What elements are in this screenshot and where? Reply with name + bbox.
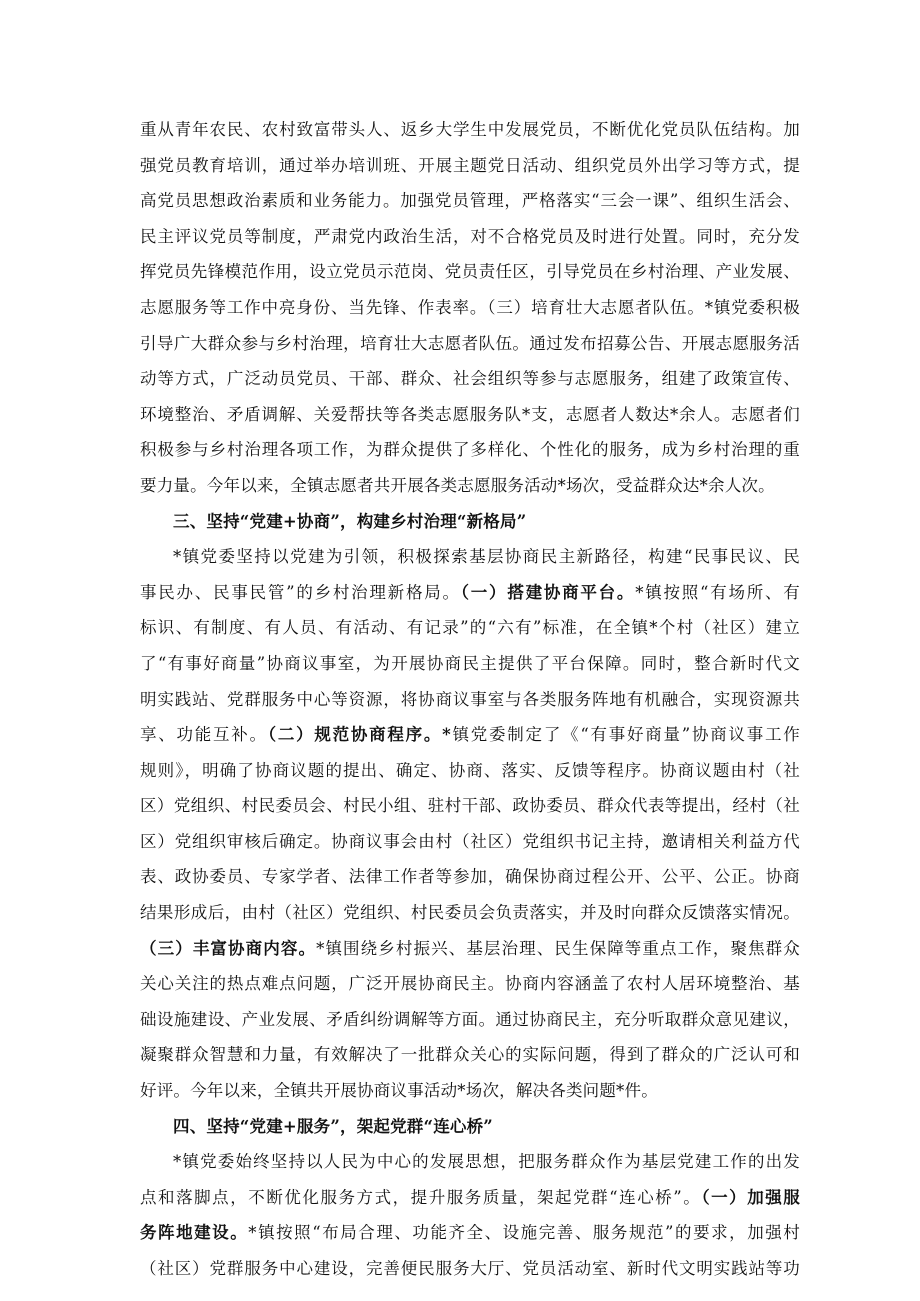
- text-span: *镇围绕乡村振兴、基层治理、民生保障等重点工作，聚焦群众: [316, 938, 800, 958]
- text-span: 点和落脚点，不断优化服务方式，提升服务质量，架起党群“连心桥”。: [140, 1187, 702, 1207]
- text-line: 区）党组织、村民委员会、村民小组、驻村干部、政协委员、群众代表等提出，经村（社: [140, 796, 800, 816]
- text-span: *镇按照“有场所、有: [635, 582, 801, 602]
- section-heading-3: 三、坚持“党建+协商”，构建乡村治理“新格局”: [173, 511, 527, 531]
- text-span: *镇按照“布局合理、功能齐全、设施完善、服务规范”的要求，加强村: [248, 1223, 800, 1243]
- text-line: [140, 931, 800, 967]
- section-heading-4: 四、坚持“党建+服务”，架起党群“连心桥”: [173, 1116, 493, 1136]
- text-line: [140, 1215, 800, 1251]
- text-line: 要力量。今年以来，全镇志愿者共开展各类志愿服务活动*场次，受益群众达*余人次。: [140, 475, 775, 495]
- text-line: 引导广大群众参与乡村治理，培育壮大志愿者队伍。通过发布招募公告、开展志愿服务活: [140, 333, 800, 353]
- text-line: 志愿服务等工作中亮身份、当先锋、作表率。（三）培育壮大志愿者队伍。*镇党委积极: [140, 297, 800, 317]
- text-line: 重从青年农民、农村致富带头人、返乡大学生中发展党员，不断优化党员队伍结构。加: [140, 120, 800, 139]
- text-line: 明实践站、党群服务中心等资源，将协商议事室与各类服务阵地有机融合，实现资源共: [140, 689, 800, 709]
- text-line: 关心关注的热点难点问题，广泛开展协商民主。协商内容涵盖了农村人居环境整治、基: [140, 974, 800, 994]
- text-line: 民主评议党员等制度，严肃党内政治生活，对不合格党员及时进行处置。同时，充分发: [140, 226, 800, 246]
- text-line: 标识、有制度、有人员、有活动、有记录”的“六有”标准，在全镇*个村（社区）建立: [140, 618, 800, 638]
- subheading-inline: （一）加强服: [701, 1187, 800, 1207]
- text-line: （社区）党群服务中心建设，完善便民服务大厅、党员活动室、新时代文明实践站等功: [140, 1259, 800, 1278]
- text-line: 区）党组织审核后确定。协商议事会由村（社区）党组织书记主持，邀请相关利益方代: [140, 831, 800, 851]
- text-line: 挥党员先锋模范作用，设立党员示范岗、党员责任区，引导党员在乡村治理、产业发展、: [140, 262, 800, 282]
- text-line: [140, 575, 800, 611]
- text-line: 强党员教育培训，通过举办培训班、开展主题党日活动、组织党员外出学习等方式，提: [140, 155, 800, 175]
- text-line: 动等方式，广泛动员党员、干部、群众、社会组织等参与志愿服务，组建了政策宣传、: [140, 369, 800, 389]
- text-line: 高党员思想政治素质和业务能力。加强党员管理，严格落实“三会一课”、组织生活会、: [140, 191, 800, 211]
- text-line: *镇党委始终坚持以人民为中心的发展思想，把服务群众作为基层党建工作的出发: [173, 1152, 800, 1172]
- text-line: 环境整治、矛盾调解、关爱帮扶等各类志愿服务队*支，志愿者人数达*余人。志愿者们: [140, 404, 800, 424]
- text-line: 础设施建设、产业发展、矛盾纠纷调解等方面。通过协商民主，充分听取群众意见建议，: [140, 1009, 800, 1029]
- text-span: 享、功能互补。: [140, 725, 268, 745]
- text-line: 好评。今年以来，全镇共开展协商议事活动*场次，解决各类问题*件。: [140, 1081, 658, 1101]
- text-line: [140, 1180, 800, 1216]
- subheading-inline: （二）规范协商程序。*: [267, 725, 451, 745]
- subheading-inline: 务阵地建设。: [140, 1223, 249, 1243]
- text-span: 事民办、民事民管”的乡村治理新格局。: [140, 582, 461, 602]
- text-line: *镇党委坚持以党建为引领，积极探索基层协商民主新路径，构建“民事民议、民: [173, 547, 800, 567]
- text-line: 结果形成后，由村（社区）党组织、村民委员会负责落实，并及时向群众反馈落实情况。: [140, 903, 800, 923]
- text-line: 规则》，明确了协商议题的提出、确定、协商、落实、反馈等程序。协商议题由村（社: [140, 760, 800, 780]
- text-span: 镇党委制定了《“有事好商量”协商议事工作: [450, 725, 800, 745]
- text-line: [140, 717, 800, 753]
- document-body: [140, 112, 800, 1287]
- subheading-inline: （三）丰富协商内容。: [140, 938, 317, 958]
- text-line: 表、政协委员、专家学者、法律工作者等参加，确保协商过程公开、公平、公正。协商: [140, 867, 800, 887]
- text-line: 了“有事好商量”协商议事室，为开展协商民主提供了平台保障。同时，整合新时代文: [140, 653, 800, 673]
- text-line: 凝聚群众智慧和力量，有效解决了一批群众关心的实际问题，得到了群众的广泛认可和: [140, 1045, 800, 1065]
- text-line: 积极参与乡村治理各项工作，为群众提供了多样化、个性化的服务，成为乡村治理的重: [140, 440, 800, 460]
- subheading-inline: （一）搭建协商平台。: [460, 582, 636, 602]
